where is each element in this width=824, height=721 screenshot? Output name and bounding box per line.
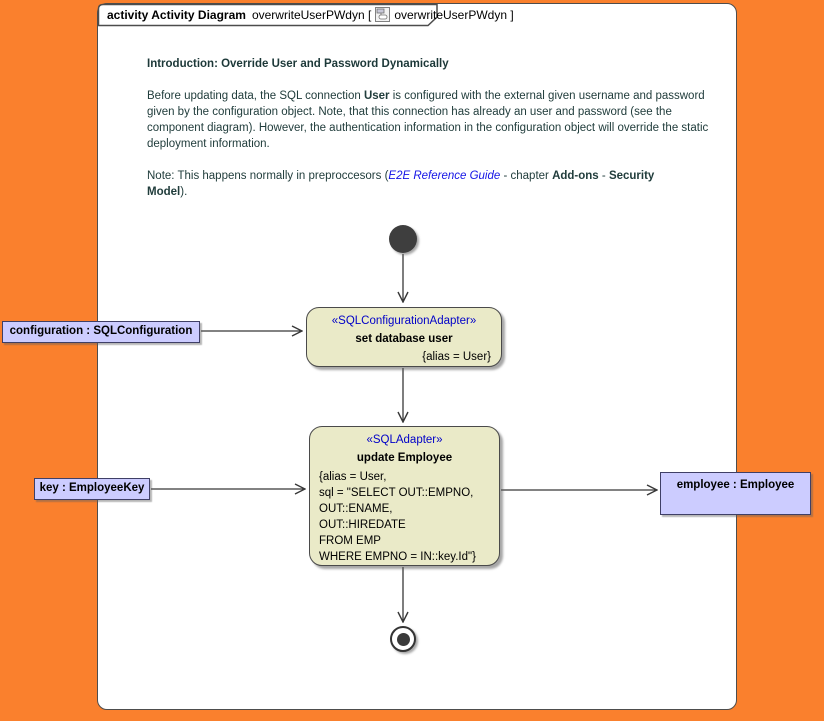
- note-paragraph: [147, 168, 695, 200]
- introduction-paragraph: [147, 88, 715, 152]
- action2-line: OUT::ENAME,: [319, 503, 393, 515]
- frame-tab-diagram-name-2: overwriteUserPWdyn ]: [394, 7, 514, 22]
- action2-stereotype: «SQLAdapter»: [366, 434, 443, 446]
- note-text: ).: [180, 186, 188, 198]
- action2-line: FROM EMP: [319, 535, 381, 547]
- action1-name: set database user: [355, 333, 453, 345]
- e2e-reference-guide-link[interactable]: E2E Reference Guide: [388, 170, 501, 182]
- pin-configuration[interactable]: configuration : SQLConfiguration: [2, 321, 200, 343]
- final-node[interactable]: [390, 626, 416, 652]
- action1-stereotype: «SQLConfigurationAdapter»: [331, 315, 477, 327]
- action1-tagged-value: {alias = User}: [422, 351, 491, 363]
- intro-text: is configured with the external given username and password given by the configuration object. Note, that this connection has already an user and password (see the component diagram). However, the authentication information in the configuration object will override the static deployment information.: [147, 90, 709, 150]
- action-update-employee[interactable]: [309, 426, 500, 566]
- pin-employee[interactable]: employee : Employee: [660, 472, 811, 515]
- action2-tagged-values: [310, 467, 499, 565]
- introduction-title: Introduction: Override User and Password Dynamically: [147, 58, 449, 70]
- action2-name: update Employee: [356, 452, 453, 464]
- action2-line: WHERE EMPNO = IN::key.Id"}: [319, 551, 476, 563]
- frame-tab-label: [107, 4, 514, 25]
- action-set-database-user[interactable]: [306, 307, 502, 367]
- note-text: - chapter: [500, 170, 553, 182]
- action2-line: sql = "SELECT OUT::EMPNO,: [319, 487, 474, 499]
- introduction-block: [147, 56, 715, 200]
- intro-text: Before updating data, the SQL connection: [147, 90, 364, 102]
- initial-node[interactable]: [389, 225, 417, 253]
- frame-tab-diagram-name: overwriteUserPWdyn [: [251, 7, 372, 22]
- action2-line: {alias = User,: [319, 471, 387, 483]
- note-text-bold-security-model: Security Model: [147, 170, 655, 198]
- activity-diagram-icon: [375, 7, 390, 22]
- note-text: Note: This happens normally in preproccesors (: [147, 170, 389, 182]
- note-text-bold-addons: Add-ons: [552, 170, 599, 182]
- final-node-dot: [397, 633, 410, 646]
- pin-key[interactable]: key : EmployeeKey: [34, 478, 150, 500]
- action2-line: OUT::HIREDATE: [319, 519, 406, 531]
- note-text: -: [598, 170, 609, 182]
- intro-text-bold-user: User: [363, 90, 390, 102]
- frame-tab-keyword: activity Activity Diagram: [107, 7, 246, 22]
